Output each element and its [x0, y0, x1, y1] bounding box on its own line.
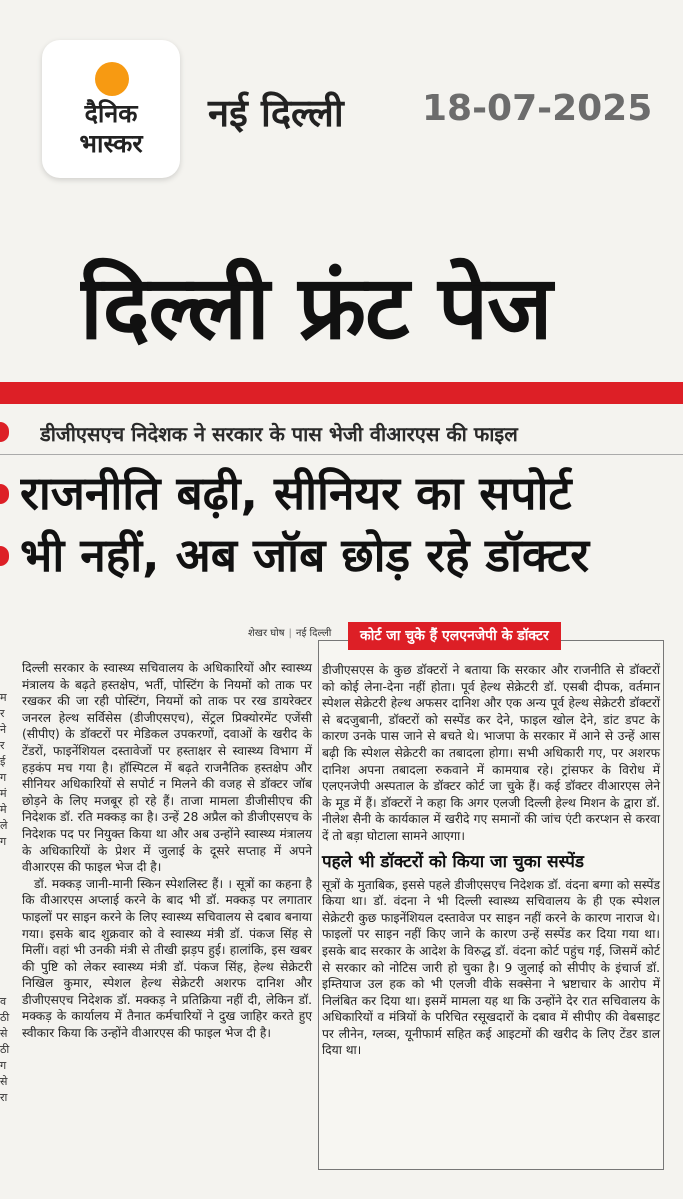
- byline-place: नई दिल्ली: [295, 628, 332, 639]
- edge-fragment-char: ने: [0, 723, 7, 736]
- byline: [248, 625, 331, 639]
- edge-fragment-char: ग: [0, 835, 7, 848]
- edge-fragment-char: ग: [0, 1059, 7, 1072]
- edition-date: 18-07-2025: [422, 88, 653, 129]
- edge-fragment-char: र: [0, 739, 5, 752]
- logo-line-1: दैनिक: [84, 99, 138, 128]
- sidebar-title: कोर्ट जा चुके हैं एलएनजेपी के डॉक्टर: [348, 622, 561, 650]
- edge-fragment-char: ठी: [0, 1043, 10, 1056]
- edge-fragment-char: ग: [0, 771, 7, 784]
- byline-separator: |: [288, 628, 292, 639]
- edge-fragment-char: से: [0, 1027, 8, 1040]
- article-paragraph-1: दिल्ली सरकार के स्वास्थ्य सचिवालय के अधिकारियों और स्वास्थ्य मंत्रालय के बढ़ते हस्तक्षेप, भर्ती, पोस्टिंग के नियमों को ताक पर रखकर की जा रही पोस्टिंग, नियमों को ताक पर रख डायरेक्टर जनरल हेल्थ सर्विसेस (डीजीएसएच), सेंट्रल प्रिक्योरमेंट एजेंसी (सीपीए) के डॉक्टरों पर मेडिकल उपकरणों, दवाओं के खरीद के टेंडरों, फाइनेंशियल दस्तावेजों पर हस्ताक्षर से स्वास्थ्य विभाग में हड़कंप मच गया है। हॉस्पिटल में बढ़ते राजनैतिक हस्तक्षेप और सीनियर अधिकारियों से सपोर्ट न मिलने की वजह से डॉक्टर जॉब छोड़ने के लिए मजबूर हो रहे हैं। ताजा मामला डीजीसीएच की निदेशक डॉ. रति मक्कड़ का है। उन्हें 28 अप्रैल को डीजीएसएच के निदेशक पद पर नियुक्त किया था और अब उन्होंने स्वास्थ्य मंत्रालय के अधिकारियों के प्रेशर में जुलाई के दूसरे सप्ताह में अपने वीआरएस की फाइल भेज दी है।: [22, 661, 312, 875]
- edge-fragment-char: र: [0, 707, 5, 720]
- adjacent-column-fragment-top: [0, 690, 12, 850]
- section-masthead: दिल्ली फ्रंट पेज: [80, 256, 552, 354]
- adjacent-column-fragment-bottom: [0, 994, 12, 1106]
- logo-line-2: भास्कर: [79, 129, 143, 158]
- edge-fragment-char: से: [0, 1075, 8, 1088]
- edge-marker: [0, 546, 9, 566]
- edge-fragment-char: ठी: [0, 1011, 10, 1024]
- edge-fragment-char: मं: [0, 787, 7, 800]
- edge-fragment-char: मे: [0, 803, 7, 816]
- headline-line-2: भी नहीं, अब जॉब छोड़ रहे डॉक्टर: [20, 528, 590, 582]
- edge-marker: [0, 484, 9, 504]
- edge-fragment-char: ले: [0, 819, 8, 832]
- sidebar-subheading: पहले भी डॉक्टरों को किया जा चुका सस्पेंड: [322, 851, 584, 872]
- byline-author: शेखर घोष: [248, 628, 285, 639]
- edition-city: नई दिल्ली: [208, 91, 344, 135]
- sidebar-body: [322, 662, 660, 1059]
- article-body: [22, 660, 312, 1042]
- headline-line-1: राजनीति बढ़ी, सीनियर का सपोर्ट: [20, 466, 572, 520]
- logo-sun-icon: [95, 62, 129, 96]
- kicker-divider: [0, 454, 683, 455]
- edge-fragment-char: व: [0, 995, 7, 1008]
- edge-fragment-char: म: [0, 691, 7, 704]
- masthead-red-bar: [0, 382, 683, 404]
- edge-marker: [0, 422, 9, 442]
- story-kicker: डीजीएसएच निदेशक ने सरकार के पास भेजी वीआरएस की फाइल: [40, 422, 518, 446]
- dainik-bhaskar-logo: [42, 40, 180, 178]
- edge-fragment-char: ई: [0, 755, 6, 768]
- sidebar-paragraph-2: सूत्रों के मुताबिक, इससे पहले डीजीएसएच निदेशक डॉ. वंदना बग्गा को सस्पेंड किया था। डॉ. वंदना ने भी दिल्ली स्वास्थ्य सचिवालय के ही एक स्पेशल सेक्रेटरी कुछ फाइनेंशियल दस्तावेज पर साइन नहीं करने के कारण नाराज थे। फाइलों पर साइन नहीं किए जाने के कारण उन्हें सस्पेंड कर दिया गया था। इसके बाद सरकार के आदेश के विरुद्ध डॉ. वंदना कोर्ट पहुंच गई, जिसमें कोर्ट से सरकार को नोटिस जारी हो चुका है। 9 जुलाई को सीपीए के इंचार्ज डॉ. इम्तियाज उल हक को भी एलजी वीके सक्सेना ने भ्रष्टाचार के आरोप में निलंबित कर दिया था। इसमें मामला यह था कि उन्होंने देर रात सचिवालय के अधिकारियों व मंत्रियों के परिचित रसूखदारों के दबाव में सीपीए की वेबसाइट पर लीनेन, ग्लव्स, यूनीफार्म सहित कई आइटमों की खरीद के लिए टेंडर डाल दिया था।: [322, 877, 660, 1058]
- sidebar-paragraph-1: डीजीएसएस के कुछ डॉक्टरों ने बताया कि सरकार और राजनीति से डॉक्टरों को कोई लेना-देना नहीं होता। पूर्व हेल्थ सेक्रेटरी डॉ. एसबी दीपक, वर्तमान स्पेशल सेक्रेटरी हेल्थ अफसर दानिश और एक अन्य पूर्व हेल्थ सेक्रेटरी डॉक्टरों से बदजुबानी, डॉक्टरों को सस्पेंड कर देने, फाइल खोल देने, डांट डपट के कारण उनके पास जाने से बचते थे। भाजपा के सरकार में आने से उन्हें आस बढ़ी कि स्पेशल सेक्रेटरी का तबादला होगा। सभी अधिकारी गए, पर अशरफ दानिश अपना तबादला रुकवाने में कामयाब रहे। ट्रांसफर के विरोध में एलएनजेपी अस्पताल के डॉक्टर कोर्ट जा चुके हैं। कई डॉक्टर वीआरएस लेने के मूड में हैं। डॉक्टरों ने कहा कि अगर एलजी दिल्ली हेल्थ मिशन के द्वारा डॉ. नीलेश सैनी के कार्यकाल में खरीदे गए समानों की जांच एंटी करप्शन से करवा दें तो बड़ा घोटाला सामने आएगा।: [322, 663, 660, 843]
- story-headline: [20, 462, 683, 586]
- article-paragraph-2: डॉ. मक्कड़ जानी-मानी स्किन स्पेशलिस्ट हैं। । सूत्रों का कहना है कि वीआरएस अप्लाई करने के बाद भी डॉ. मक्कड़ पर लगातार फाइलों पर साइन करने के लिए स्वास्थ्य सचिवालय से दबाव बनाया गया। इसके बाद शुक्रवार को वे स्वास्थ्य मंत्री डॉ. पंकज सिंह से मिलीं। वहां भी उनकी मंत्री से तीखी झड़प हुई। हालांकि, इस खबर की पुष्टि को लेकर स्वास्थ्य मंत्री डॉ. पंकज सिंह, हेल्थ सेक्रेटरी निखिल कुमार, स्पेशल हेल्थ सेक्रेटरी अशरफ दानिश और डीजीएसएच निदेशक डॉ. मक्कड़ ने प्रतिक्रिया नहीं दी, लेकिन डॉ. मक्कड़ के कार्यालय में तैनात कर्मचारियों ने दुख जाहिर करते हुए स्वीकार किया कि उन्होंने वीआरएस की फाइल भेज दी है।: [22, 876, 312, 1041]
- edge-fragment-char: रा: [0, 1091, 8, 1104]
